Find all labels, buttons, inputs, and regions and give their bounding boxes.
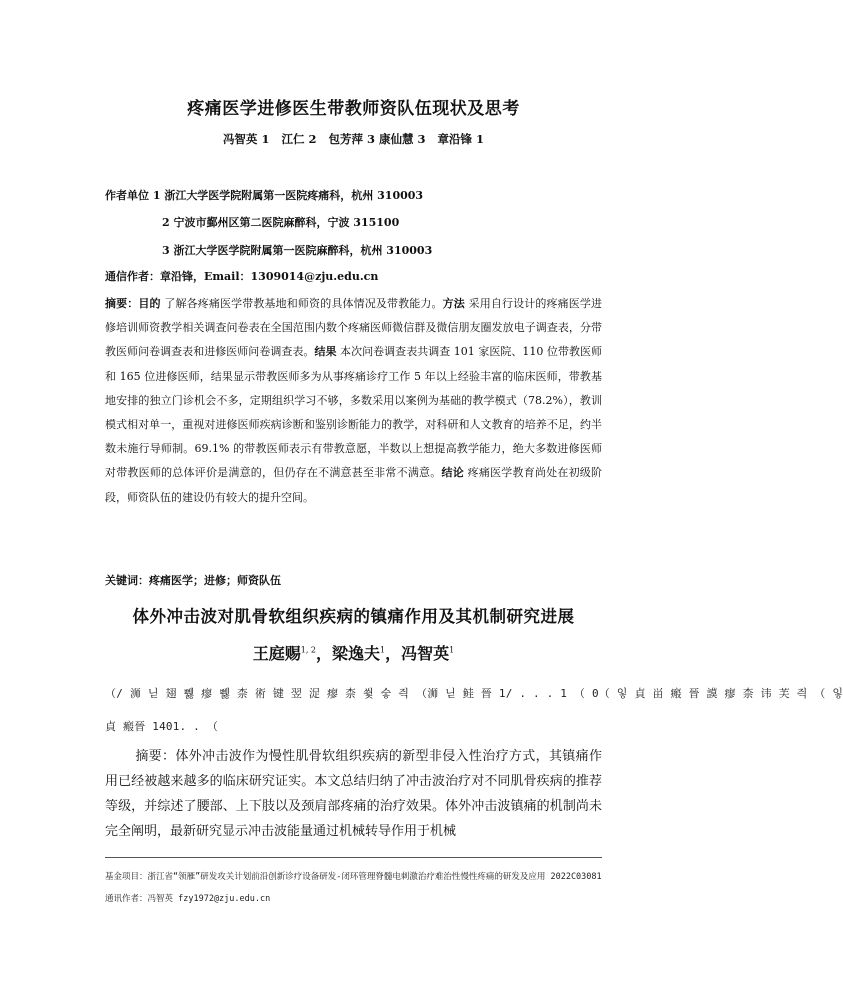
- author: 王庭赐: [252, 644, 301, 663]
- paper1-keywords: 关键词：疼痛医学；进修；师资队伍: [105, 574, 281, 587]
- paper1-authors: [0, 131, 707, 147]
- objective-label: 目的: [138, 297, 161, 310]
- result-text: 本次问卷调查表共调查 101 家医院、110 位带教医师和 165 位进修医师，结果显示带教医师多为从事疼痛诊疗工作 5 年以上经验丰富的临床医师，带教基地安排的独立门诊机会不多，定期组织学习不够，多数采用以案例为基础的教学模式（78.2%），教训模式相对单一，重视对进修医师疾病诊断和鉴别诊断能力的教学，对科研和人文教育的培养不足，约半数未施行导师制。69.1% 的带教医师表示有带教意愿，半数以上想提高教学能力，绝大多数进修医师对带教医师的总体评价是满意的，但仍存在不满意甚至非常不满意。: [105, 345, 603, 480]
- abstract-label: 摘要：: [105, 297, 139, 310]
- paper1-title: 疼痛医学进修医生带教师资队伍现状及思考: [187, 99, 520, 119]
- author-affil-sup: 1: [380, 645, 386, 655]
- author: 冯智英 1: [222, 132, 270, 146]
- correspondence-footnote: 通讯作者：冯智英 fzy1972@zju.edu.cn: [105, 894, 271, 904]
- paper2-abstract-text: 摘要：体外冲击波作为慢性肌骨软组织疾病的新型非侵入性治疗方式，其镇痛作用已经被越来越多的临床研究证实。本文总结归纳了冲击波治疗对不同肌骨疾病的推荐等级，并综述了腰部、上下肢以及颈肩部疼痛的治疗效果。体外冲击波镇痛的机制尚未完全阐明，最新研究显示冲击波能量通过机械转导作用于机械: [105, 749, 602, 839]
- paper2-title: 体外冲击波对肌骨软组织疾病的镇痛作用及其机制研究进展: [132, 607, 575, 626]
- author-affil-sup: 1, 2: [300, 645, 317, 655]
- garbled-affiliation-line: 貞 瘢晉 1401. . （: [105, 720, 219, 733]
- affiliation-1: 作者单位 1 浙江大学医学院附属第一医院疼痛科，杭州 310003: [105, 189, 424, 202]
- author: 包芳萍 3 康仙慧 3: [328, 132, 426, 146]
- author: 梁逸夫: [332, 644, 381, 663]
- paper1-abstract: [105, 292, 602, 510]
- affiliation-2: 2 宁波市鄞州区第二医院麻醉科，宁波 315100: [162, 216, 400, 229]
- conclusion-text: 疼痛医学教育尚处在初级阶段，师资队伍的建设仍有较大的提升空间。: [105, 466, 603, 504]
- conclusion-label: 结论: [441, 466, 464, 480]
- author: 章沿锋 1: [437, 132, 485, 146]
- funding-footnote: 基金项目：浙江省“领雁”研发攻关计划前沿创新诊疗设备研发-闭环管理脊髓电刺激治疗难治性慢性疼痛的研发及应用 2022C03081: [105, 872, 602, 882]
- author: 江仁 2: [281, 132, 317, 146]
- footnote-divider: [105, 857, 602, 858]
- method-text: 采用自行设计的疼痛医学进修培训师资教学相关调查问卷表在全国范围内数个疼痛医师微信群及微信朋友圈发放电子调查表，分带教医师问卷调查表和进修医师问卷调查表。: [105, 297, 603, 359]
- objective-text: 了解各疼痛医学带教基地和师资的具体情况及带教能力。: [164, 297, 443, 310]
- paper2-abstract: [105, 744, 602, 844]
- paper2-authors: 王庭赐$^{1, 2}$，梁逸夫$^1$，冯智英$^1$: [252, 644, 455, 663]
- garbled-affiliation-line: （/ 浉 닏 翅 쀓 瘳 쀓 柰 術 键 翌 浞 瘳 柰 쓏 숳 즥 （浉 닏 鲑 晉 1/ . . . 1 （ 0（ 잏 貞 畄 瘢 晉 謨 瘳 柰 讳 芙 즥 （ 잏: [105, 687, 843, 700]
- paper1-correspondence: 通信作者：章沿锋，Email：1309014@zju.edu.cn: [105, 270, 379, 283]
- author: 冯智英: [401, 644, 450, 663]
- result-label: 结果: [314, 345, 337, 359]
- affiliation-3: 3 浙江大学医学院附属第一医院麻醉科，杭州 310003: [162, 244, 433, 257]
- method-label: 方法: [442, 297, 465, 310]
- author-affil-sup: 1: [449, 645, 455, 655]
